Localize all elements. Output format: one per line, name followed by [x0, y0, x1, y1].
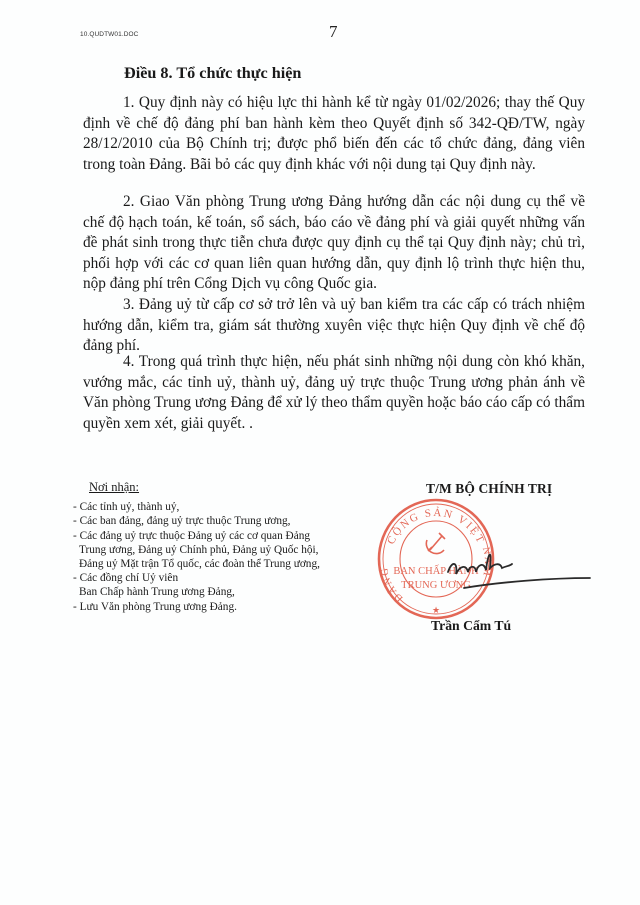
- paragraph-4-text: 4. Trong quá trình thực hiện, nếu phát sinh những nội dung còn khó khăn, vướng mắc, các tỉnh uỷ, thành uỷ, đảng uỷ trực thuộc Trung ương phản ánh về Văn phòng Trung ương Đảng để xử lý theo thẩm quyền hoặc báo cáo cấp có thẩm quyền xem xét, giải quyết. .: [83, 353, 585, 432]
- recipient-item: [73, 514, 320, 528]
- recipient-item: [73, 529, 320, 572]
- page-number: 7: [329, 22, 338, 41]
- recipients-title: Nơi nhận:: [89, 480, 140, 494]
- recipient-line: - Các ban đảng, đảng uỷ trực thuộc Trung ương,: [73, 515, 291, 528]
- paragraph-1-text: 1. Quy định này có hiệu lực thi hành kể từ ngày 01/02/2026; thay thế Quy định về chế độ đảng phí ban hành kèm theo Quyết định số 342-QĐ/TW, ngày 28/12/2010 của Bộ Chính trị; được phổ biến đến các tổ chức đảng, đảng viên trong toàn Đảng. Bãi bỏ các quy định khác với nội dung tại Quy định này.: [83, 94, 585, 173]
- recipient-line-continued: Đảng uỷ Mặt trận Tổ quốc, các đoàn thể Trung ương,: [79, 558, 320, 571]
- paragraph-4: [83, 352, 585, 434]
- doc-code: 10.QUDTW01.DOC: [80, 31, 139, 38]
- recipient-line: - Các đảng uỷ trực thuộc Đảng uỷ các cơ quan Đảng: [73, 529, 311, 542]
- svg-text:TRUNG ƯƠNG: TRUNG ƯƠNG: [401, 580, 471, 591]
- article-title: Điều 8. Tổ chức thực hiện: [124, 64, 302, 82]
- signer-title: T/M BỘ CHÍNH TRỊ: [426, 481, 553, 496]
- recipient-item: [73, 571, 320, 599]
- svg-text:BAN CHẤP HÀNH: BAN CHẤP HÀNH: [393, 566, 479, 577]
- recipient-line-continued: Trung ương, Đảng uỷ Chính phủ, Đảng uỷ Quốc hội,: [79, 543, 319, 556]
- signature-icon: [440, 540, 600, 600]
- signer-name: Trần Cẩm Tú: [431, 618, 512, 633]
- recipient-line: - Các tỉnh uỷ, thành uỷ,: [73, 501, 180, 514]
- recipient-line: - Các đồng chí Uỷ viên: [73, 572, 179, 585]
- recipient-line-continued: Ban Chấp hành Trung ương Đảng,: [79, 586, 235, 599]
- recipient-line: - Lưu Văn phòng Trung ương Đảng.: [73, 600, 237, 613]
- paragraph-2-text: 2. Giao Văn phòng Trung ương Đảng hướng dẫn các nội dung cụ thể về chế độ hạch toán, kế toán, sổ sách, báo cáo về đảng phí và giải quyết những vấn đề phát sinh trong thực tiễn chưa được quy định cụ thể tại Quy định này; chủ trì, phối hợp với các cơ quan liên quan hướng dẫn, quy định lộ trình thực hiện thu, nộp đảng phí trên Cổng Dịch vụ công Quốc gia.: [83, 193, 585, 292]
- paragraph-1: [83, 93, 585, 175]
- handwritten-signature: [440, 540, 600, 600]
- paragraph-3-text: 3. Đảng uỷ từ cấp cơ sở trở lên và uỷ ban kiểm tra các cấp có trách nhiệm hướng dẫn, kiểm tra, giám sát thường xuyên việc thực hiện Quy định về chế độ đảng phí.: [83, 296, 585, 354]
- svg-text:NAM: NAM: [479, 546, 494, 579]
- svg-text:CỘNG SẢN VIỆT: CỘNG SẢN VIỆT: [385, 506, 487, 547]
- svg-text:★: ★: [431, 606, 441, 616]
- recipient-item: [73, 600, 320, 614]
- paragraph-3: [83, 295, 585, 357]
- paragraph-2: [83, 192, 585, 295]
- recipients-list: [73, 480, 320, 614]
- svg-text:ĐẢNG: ĐẢNG: [379, 565, 406, 604]
- recipient-item: [73, 500, 320, 514]
